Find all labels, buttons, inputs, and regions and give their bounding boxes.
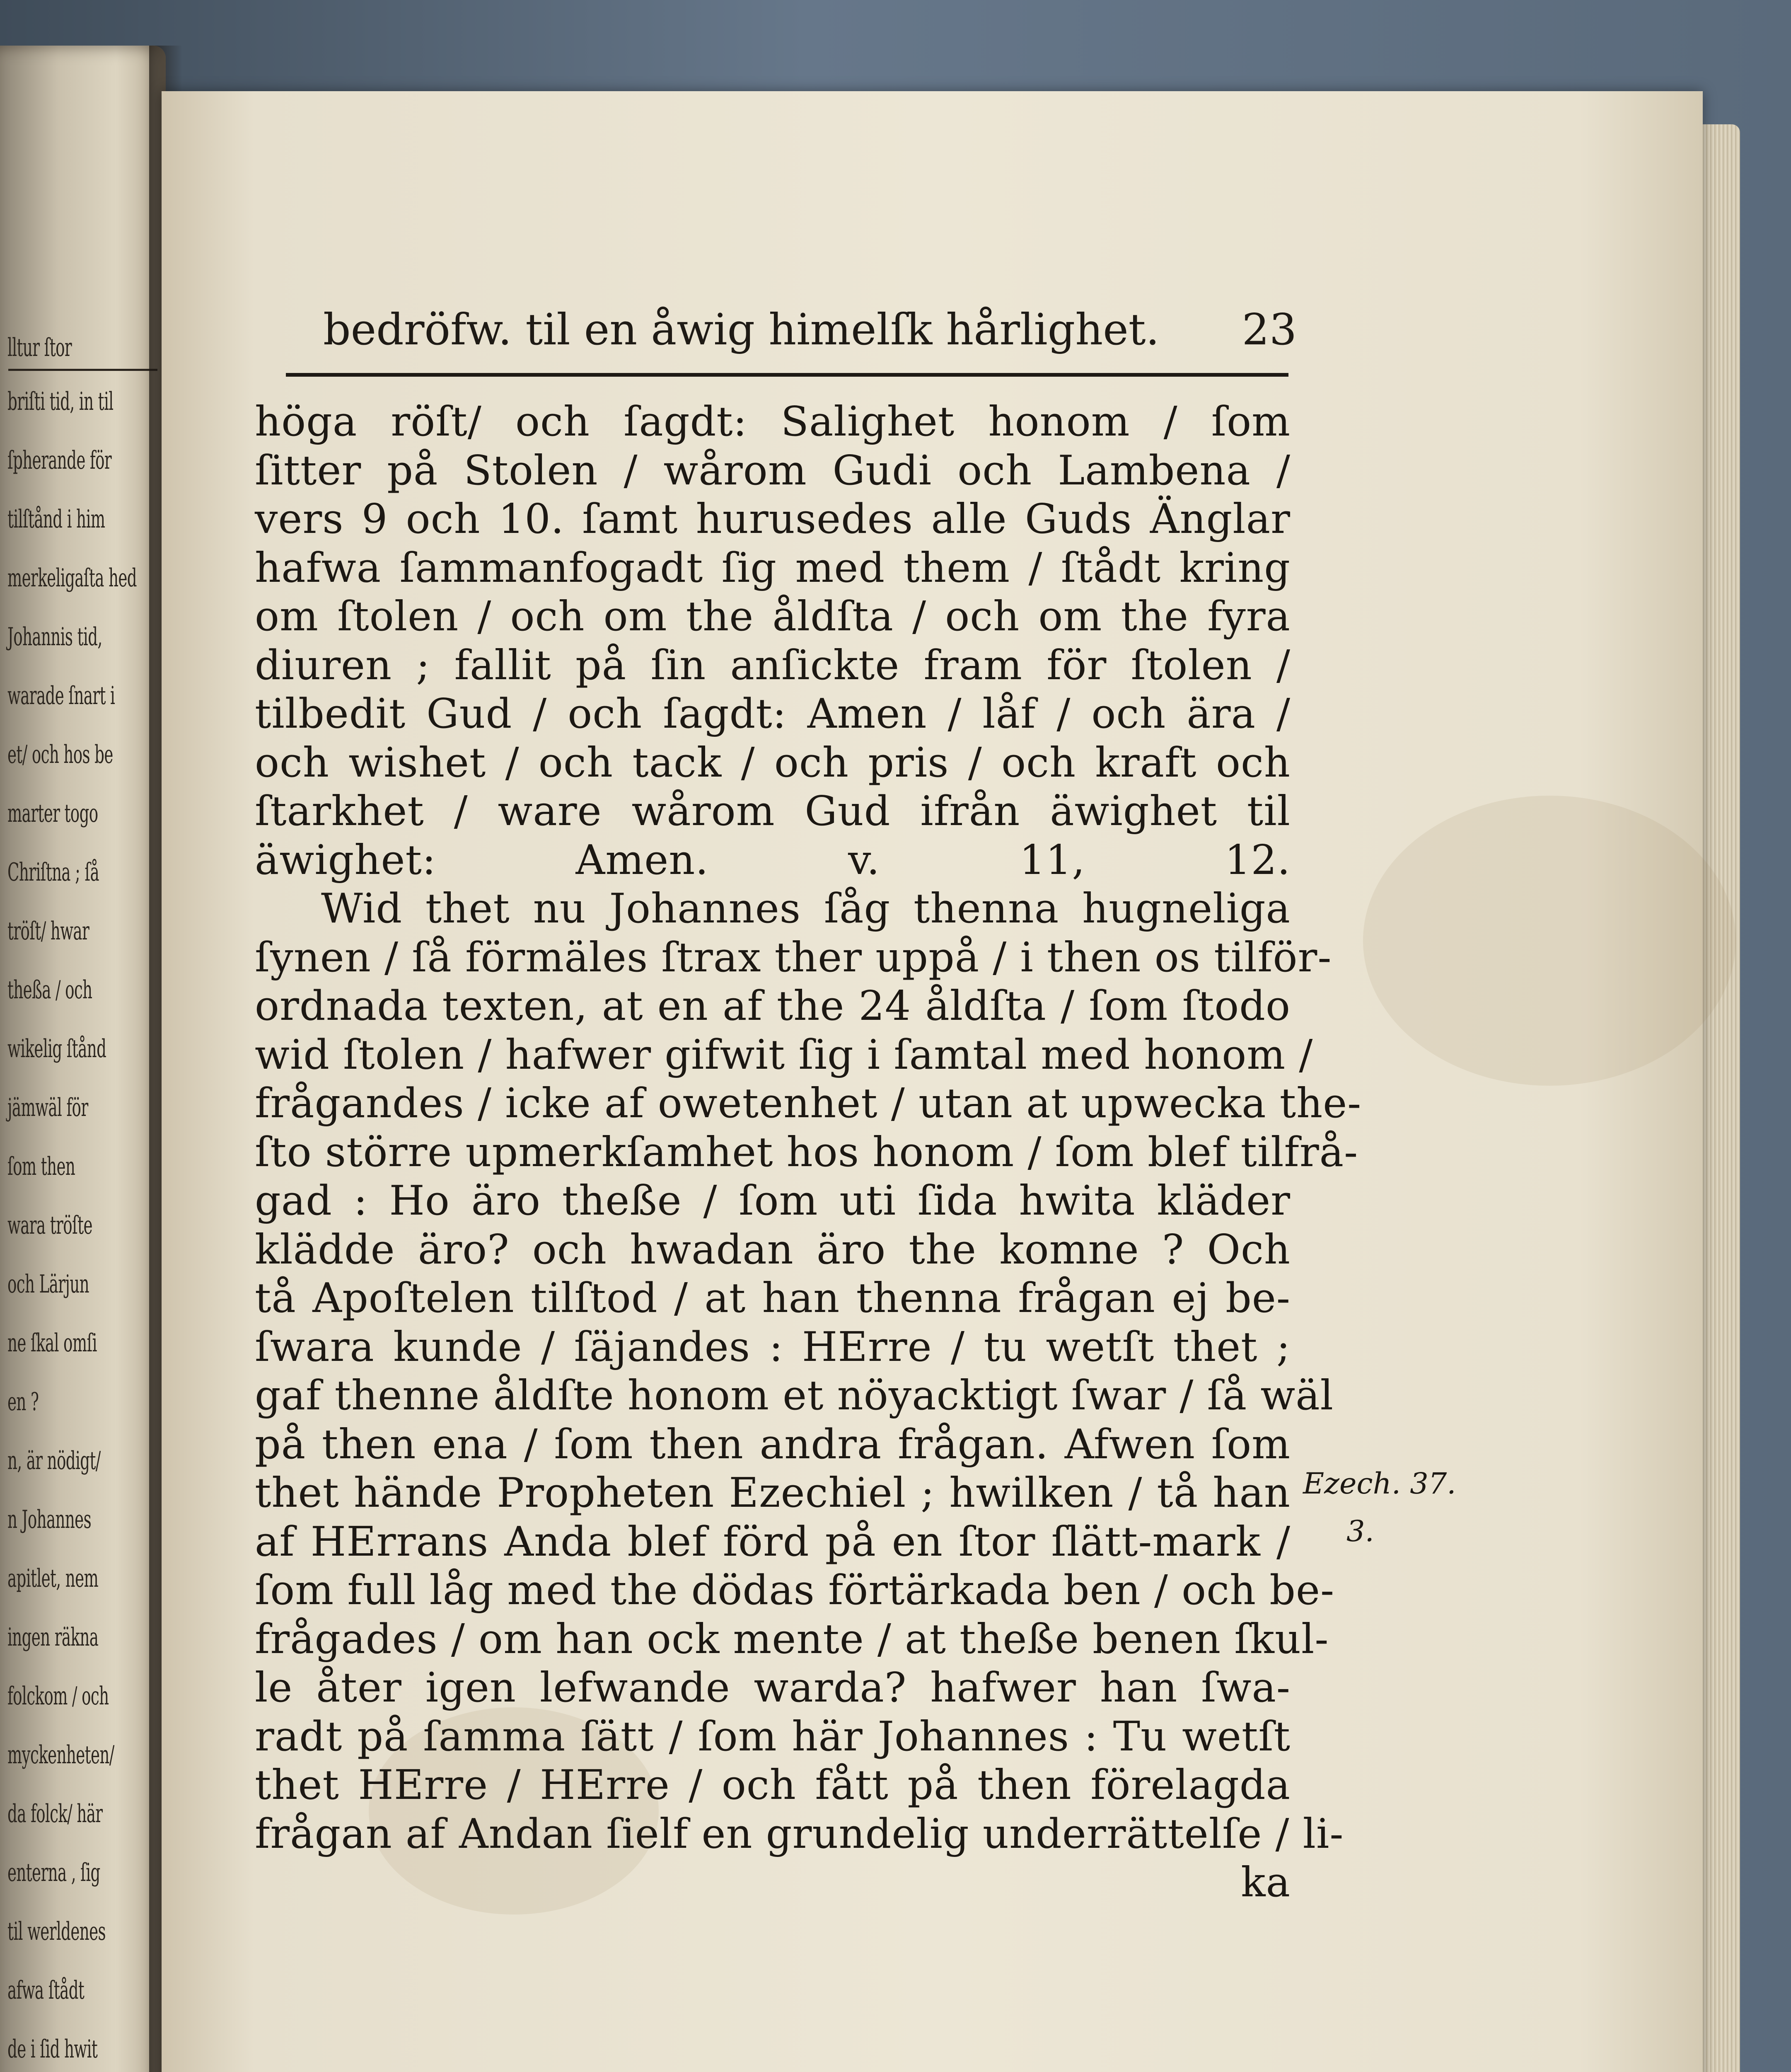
text-line: frågades / om han ock mente / at theße benen ſkul- (255, 1615, 1329, 1663)
running-head-title: bedröfw. til en åwig himelſk hårlighet. (323, 304, 1160, 355)
text-line: frågandes / icke af owetenhet / utan at upwecka the- (255, 1080, 1362, 1127)
text-line: gaf thenne åldſte honom et nöyacktigt ſwar / ſå wäl (255, 1372, 1334, 1419)
left-page-line: de i ſid hwit (7, 2035, 98, 2064)
text-line: höga röſt/ och ſagdt: Salighet honom / ſom (255, 398, 1291, 445)
left-page-line: folckom / och (7, 1682, 109, 1711)
left-page-line: n Johannes (7, 1505, 92, 1534)
left-page (0, 46, 166, 2072)
left-page-line: ne ſkal omſi (7, 1329, 97, 1358)
left-page-line: tilſtånd i him (7, 505, 105, 534)
left-page-line: afwa ſtådt (7, 1976, 85, 2005)
text-line: af HErrans Anda blef förd på en ſtor ſlätt-mark / (255, 1518, 1291, 1566)
text-line: ſitter på Stolen / wårom Gudi och Lambena / (255, 447, 1291, 494)
text-line: på then ena / ſom then andra frågan. Afwen ſom (255, 1421, 1291, 1468)
page-number: 23 (1242, 304, 1297, 355)
text-line: radt på ſamma ſätt / ſom här Johannes : Tu wetſt (255, 1713, 1291, 1760)
header-rule (286, 373, 1288, 377)
left-page-rule (8, 369, 157, 371)
left-page-line: wara tröſte (7, 1211, 92, 1240)
text-line: thet HErre / HErre / och fått på then förelagda (255, 1762, 1291, 1809)
text-line: och wishet / och tack / och pris / och kraft och (255, 739, 1291, 787)
text-line: le åter igen lefwande warda? hafwer han ſwa- (255, 1664, 1291, 1711)
text-line: tilbedit Gud / och ſagdt: Amen / låf / och ära / (255, 690, 1291, 738)
left-page-line: ſpherande för (7, 446, 112, 475)
text-line: ordnada texten, at en af the 24 åldſta / ſom ſtodo (255, 983, 1291, 1030)
left-page-line: Chriſtna ; ſå (7, 858, 99, 887)
left-page-line: merkeligaſta hed (7, 564, 137, 593)
running-head (323, 303, 1297, 356)
body-text (255, 398, 1362, 1907)
left-page-line: theßa / och (7, 975, 92, 1005)
text-line: thet hände Propheten Ezechiel ; hwilken / tå han (255, 1469, 1291, 1517)
left-page-line: et/ och hos be (7, 740, 113, 769)
left-page-line: apitlet, nem (7, 1564, 99, 1593)
left-page-line: ſom then (7, 1152, 75, 1181)
left-page-line: n, är nödigt/ (7, 1446, 101, 1475)
text-line: om ſtolen / och om the åldſta / och om the fyra (255, 593, 1291, 640)
text-line: diuren ; fallit på ſin anſickte fram för ſtolen / (255, 641, 1291, 689)
text-line: äwighet: Amen. v. 11, 12. (255, 836, 1291, 884)
margin-note-verse: 3. (1346, 1514, 1374, 1548)
text-line: hafwa ſammanfogadt ſig med them / ſtådt kring (255, 544, 1291, 592)
left-page-line: briſti tid, in til (7, 387, 114, 416)
text-line: klädde äro? och hwadan äro the komne ? Och (255, 1226, 1291, 1273)
left-page-header: lltur ſtor (7, 333, 72, 362)
left-page-line: Johannis tid, (7, 622, 102, 651)
left-page-line: da folck/ här (7, 1799, 103, 1828)
left-page-line: marter togo (7, 799, 98, 828)
left-page-line: til werldenes (7, 1917, 106, 1946)
text-line: wid ſtolen / hafwer gifwit ſig i ſamtal med honom / (255, 1031, 1313, 1079)
text-line: ſto större upmerkſamhet hos honom / ſom blef tilfrå- (255, 1128, 1358, 1176)
left-page-line: och Lärjun (7, 1270, 89, 1299)
left-page-line: warade ſnart i (7, 681, 115, 710)
text-line: ſwara kunde / ſäjandes : HErre / tu wetſt thet ; (255, 1323, 1291, 1371)
text-line: ſtarkhet / ware wårom Gud ifrån äwighet til (255, 788, 1291, 835)
text-line: Wid thet nu Johannes ſåg thenna hugneliga (321, 885, 1291, 932)
text-line: ſynen / ſå förmäles ſtrax ther uppå / i then os tilför- (255, 934, 1332, 981)
left-page-line: wikelig ſtånd (7, 1034, 106, 1063)
margin-note-reference: Ezech. 37. (1303, 1467, 1456, 1501)
text-line: tå Apoſtelen tilſtod / at han thenna frågan ej be- (255, 1275, 1291, 1322)
left-page-line: en ? (7, 1387, 39, 1416)
text-line: ſom full låg med the dödas förtärkada ben / och be- (255, 1567, 1335, 1614)
left-page-line: myckenheten/ (7, 1740, 114, 1769)
left-page-line: ingen räkna (7, 1623, 99, 1652)
left-page-line: enterna , ſig (7, 1858, 100, 1887)
paper-stain (1363, 796, 1736, 1086)
text-line: gad : Ho äro theße / ſom uti ſida hwita kläder (255, 1177, 1291, 1225)
text-line: vers 9 och 10. ſamt hurusedes alle Guds Änglar (255, 496, 1291, 543)
text-line: frågan af Andan ſielf en grundelig underrättelſe / li- (255, 1810, 1344, 1858)
left-page-line: tröſt/ hwar (7, 917, 89, 946)
left-page-line: jämwäl för (7, 1093, 88, 1122)
text-line: ka (1241, 1859, 1291, 1906)
